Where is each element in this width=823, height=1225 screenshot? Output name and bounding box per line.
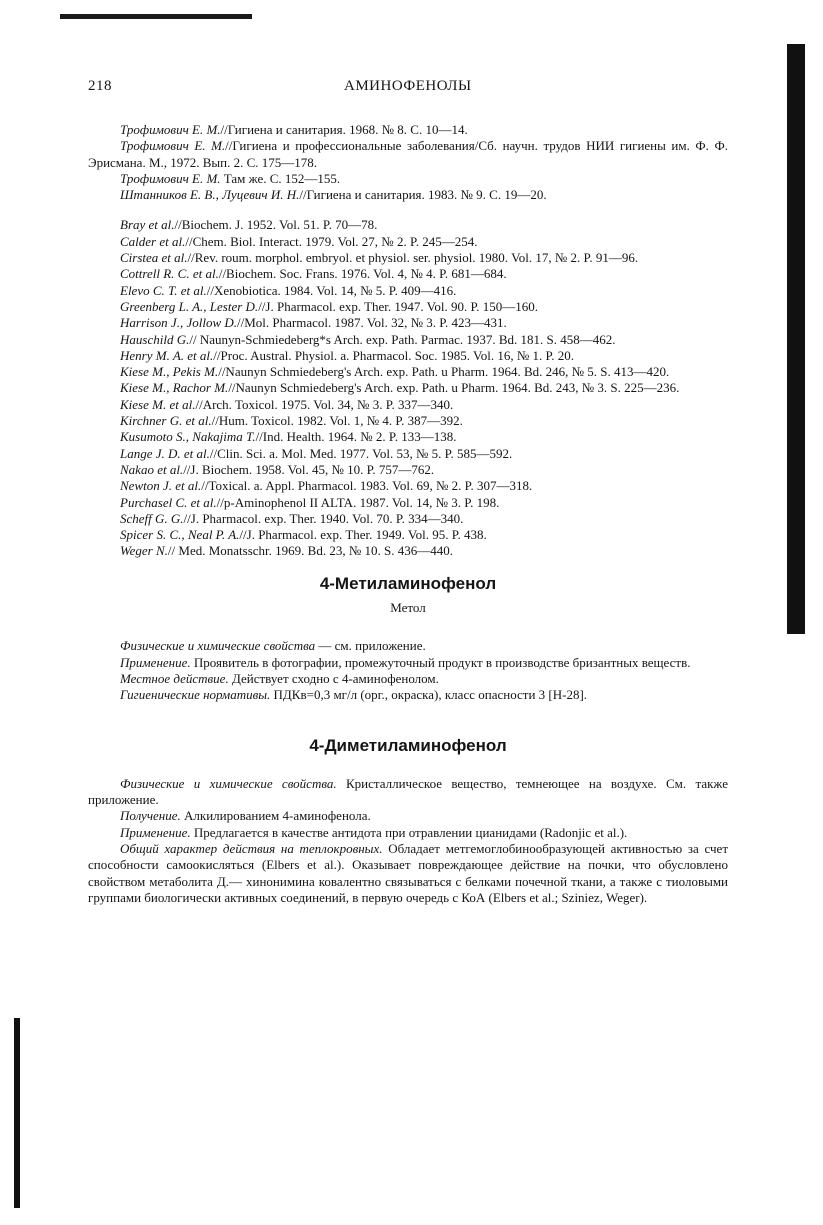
- book-page: [88, 78, 728, 906]
- reference-item: Greenberg L. A., Lester D.//J. Pharmacol. exp. Ther. 1947. Vol. 90. P. 150—160.: [120, 298, 539, 314]
- reference-item: Cottrell R. C. et al.//Biochem. Soc. Frans. 1976. Vol. 4, № 4. P. 681—684.: [120, 266, 507, 282]
- reference-item: Bray et al.//Biochem. J. 1952. Vol. 51. P. 70—78.: [120, 217, 378, 233]
- section-paragraph: Общий характер действия на теплокровных. Обладает метгемоглобинообразующей активностью за счет способности самоокисляться (Elbers et al.). Оказывает повреждающее действие на почки, что обусловлено свойством метаболита Д.— хинонимина ковалентно связываться с белками почечной ткани, а также с тиоловыми группами биологически активных соединений, в первую очередь с КоА (Elbers et al.; Sziniez, Weger).: [88, 840, 728, 905]
- reference-item: Kiese M., Rachor M.//Naunyn Schmiedeberg's Arch. exp. Path. u Pharm. 1964. Bd. 243, № 3. S. 225—236.: [120, 380, 680, 396]
- reference-item: Nakao et al.//J. Biochem. 1958. Vol. 45, № 10. P. 757—762.: [120, 461, 435, 477]
- reference-item: Штанников Е. В., Луцевич И. Н.//Гигиена и санитария. 1983. № 9. С. 19—20.: [120, 187, 547, 203]
- reference-item: Purchasel C. et al.//p-Aminophenol II ALTA. 1987. Vol. 14, № 3. P. 198.: [120, 494, 500, 510]
- reference-item: Spicer S. C., Neal P. A.//J. Pharmacol. exp. Ther. 1949. Vol. 95. P. 438.: [120, 527, 487, 543]
- page-header: [88, 78, 728, 100]
- reference-item: Трофимович Е. М. Там же. С. 152—155.: [120, 170, 341, 186]
- section-paragraph: Местное действие. Действует сходно с 4-аминофенолом.: [120, 670, 439, 686]
- reference-item: Calder et al.//Chem. Biol. Interact. 1979. Vol. 27, № 2. P. 245—254.: [120, 233, 478, 249]
- reference-item: Cirstea et al.//Rev. roum. morphol. embryol. et physiol. ser. physiol. 1980. Vol. 17, № 2. P. 91—96.: [120, 250, 639, 266]
- section-paragraph: Применение. Предлагается в качестве антидота при отравлении цианидами (Radonjic et al.).: [120, 824, 628, 840]
- scan-edge-left: [14, 1018, 20, 1208]
- section-dimethylaminophenol: [88, 735, 728, 907]
- reference-item: Kirchner G. et al.//Hum. Toxicol. 1982. Vol. 1, № 4. P. 387—392.: [120, 413, 463, 429]
- reference-item: Трофимович Е. М.//Гигиена и санитария. 1968. № 8. С. 10—14.: [120, 122, 468, 137]
- references-russian: [88, 122, 728, 203]
- reference-item: Kiese M., Pekis M.//Naunyn Schmiedeberg's Arch. exp. Path. u Pharm. 1964. Bd. 246, № 5. S. 413—420.: [120, 364, 670, 380]
- section-title: 4-Диметиламинофенол: [309, 735, 507, 755]
- reference-item: Harrison J., Jollow D.//Mol. Pharmacol. 1987. Vol. 32, № 3. P. 423—431.: [120, 315, 507, 331]
- section-paragraph: Получение. Алкилированием 4-аминофенола.: [120, 808, 371, 824]
- scan-edge-top: [60, 14, 252, 19]
- section-methylaminophenol: [88, 573, 728, 704]
- running-title: АМИНОФЕНОЛЫ: [344, 78, 472, 94]
- reference-item: Weger N.// Med. Monatsschr. 1969. Bd. 23, № 10. S. 436—440.: [120, 543, 453, 559]
- reference-item: Elevo C. T. et al.//Xenobiotica. 1984. Vol. 14, № 5. P. 409—416.: [120, 282, 457, 298]
- reference-item: Kiese M. et al.//Arch. Toxicol. 1975. Vol. 34, № 3. P. 337—340.: [120, 396, 454, 412]
- section-paragraph: Физические и химические свойства — см. приложение.: [120, 638, 426, 654]
- scan-edge-right: [787, 44, 805, 634]
- reference-item: Hauschild G.// Naunyn-Schmiedeberg*s Arch. exp. Path. Parmac. 1937. Bd. 181. S. 458—462.: [120, 331, 616, 347]
- section-paragraph: Физические и химические свойства. Кристаллическое вещество, темнеющее на воздухе. См. также приложение.: [88, 775, 728, 808]
- section-title: 4-Метиламинофенол: [319, 573, 497, 593]
- reference-item: Kusumoto S., Nakajima T.//Ind. Health. 1964. № 2. P. 133—138.: [120, 429, 457, 445]
- reference-item: Henry M. A. et al.//Proc. Austral. Physiol. a. Pharmacol. Soc. 1985. Vol. 16, № 1. P. 20.: [120, 347, 575, 363]
- references-latin: [88, 217, 728, 559]
- section-synonym: Метол: [390, 600, 426, 616]
- reference-item: Трофимович Е. М.//Гигиена и профессиональные заболевания/Сб. научн. трудов НИИ гигиены им. Ф. Ф. Эрисмана. М., 1972. Вып. 2. С. 175—178.: [88, 138, 729, 170]
- page-number: 218: [88, 78, 112, 94]
- reference-item: Scheff G. G.//J. Pharmacol. exp. Ther. 1940. Vol. 70. P. 334—340.: [120, 510, 464, 526]
- reference-item: Lange J. D. et al.//Clin. Sci. a. Mol. Med. 1977. Vol. 53, № 5. P. 585—592.: [120, 445, 513, 461]
- section-paragraph: Гигиенические нормативы. ПДКв=0,3 мг/л (орг., окраска), класс опасности 3 [Н-28].: [120, 687, 588, 703]
- reference-item: Newton J. et al.//Toxical. a. Appl. Pharmacol. 1983. Vol. 69, № 2. P. 307—318.: [120, 478, 533, 494]
- section-paragraph: Применение. Проявитель в фотографии, промежуточный продукт в производстве бризантных веществ.: [120, 654, 691, 670]
